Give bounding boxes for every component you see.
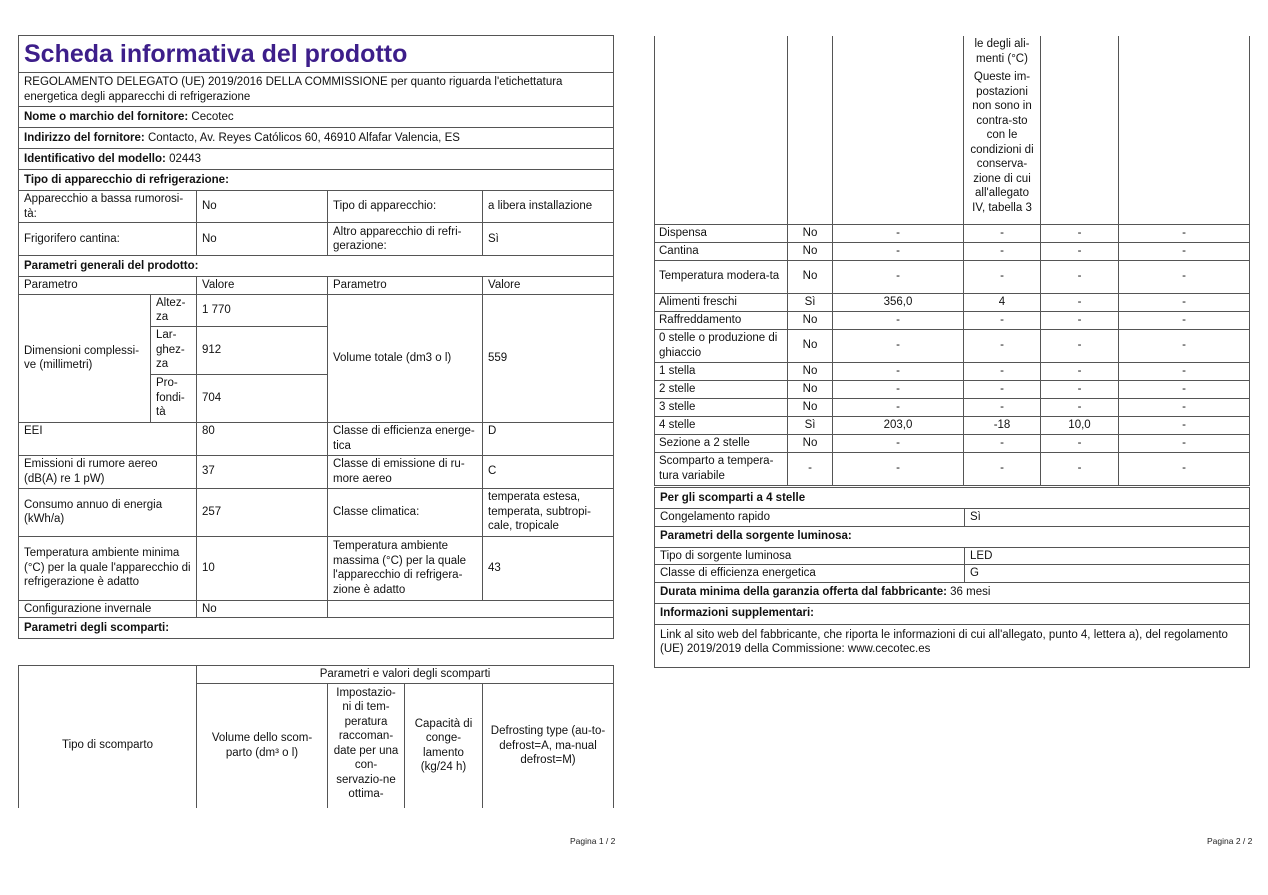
compartment-defrost: -	[1119, 260, 1250, 293]
compartment-present: No	[788, 260, 833, 293]
regulation-text: REGOLAMENTO DELEGATO (UE) 2019/2016 DELLA COMMISSIONE per quanto riguarda l'etichettatura energetica degli apparecchi di refrigerazione	[19, 73, 614, 107]
compartment-defrost: -	[1119, 242, 1250, 260]
energy-value: 257	[197, 488, 328, 536]
model-label: Identificativo del modello:	[24, 152, 166, 165]
table-row	[655, 362, 1250, 380]
compartment-defrost: -	[1119, 293, 1250, 311]
compartment-freeze: -	[1041, 434, 1119, 452]
compartment-defrost: -	[1119, 380, 1250, 398]
compartment-volume: -	[833, 452, 964, 485]
warranty-label: Durata minima della garanzia offerta dal fabbricante:	[660, 586, 947, 599]
compartment-volume: -	[833, 329, 964, 362]
compartment-temp: -	[964, 380, 1041, 398]
extra-table	[654, 487, 1250, 668]
compartment-name: Dispensa	[655, 224, 788, 242]
total-volume-label: Volume totale (dm3 o l)	[328, 294, 483, 422]
depth-label: Pro-fondi-tà	[151, 374, 197, 422]
eei-label: EEI	[19, 422, 197, 455]
compartment-present: -	[788, 452, 833, 485]
table-row	[655, 293, 1250, 311]
max-temp-value: 43	[483, 536, 614, 600]
compartment-table	[654, 36, 1250, 486]
compartment-temp: -	[964, 452, 1041, 485]
compartment-volume: -	[833, 434, 964, 452]
compartment-freeze: -	[1041, 260, 1119, 293]
fast-freeze-value: Sì	[965, 509, 1250, 527]
energy-label: Consumo annuo di energia (kWh/a)	[19, 488, 197, 536]
col-param-2: Parametro	[328, 277, 483, 295]
compartment-volume: 203,0	[833, 416, 964, 434]
comp-header-spacer	[19, 666, 197, 684]
climate-value: temperata estesa, temperata, subtropi-cale, tropicale	[483, 488, 614, 536]
width-value: 912	[197, 326, 328, 374]
comp-volume-col: Volume dello scom-parto (dm³ o l)	[197, 683, 328, 808]
noise-class-value: C	[483, 455, 614, 488]
compartment-freeze: -	[1041, 224, 1119, 242]
width-label: Lar-ghez-za	[151, 326, 197, 374]
noise-class-label: Classe di emissione di ru-more aereo	[328, 455, 483, 488]
compartment-freeze: -	[1041, 398, 1119, 416]
compartment-volume: -	[833, 311, 964, 329]
compartment-present: No	[788, 329, 833, 362]
noise-label: Emissioni di rumore aereo (dB(A) re 1 pW)	[19, 455, 197, 488]
cont-spacer-2	[788, 36, 833, 224]
compartment-temp: -	[964, 362, 1041, 380]
page-title: Scheda informativa del prodotto	[19, 36, 614, 73]
wine-value: No	[197, 223, 328, 256]
cont-spacer-5	[1041, 36, 1119, 224]
warranty-row	[655, 582, 1250, 603]
comp-values-header: Parametri e valori degli scomparti	[197, 666, 614, 684]
winter-empty	[328, 600, 614, 618]
supplier-address-label: Indirizzo del fornitore:	[24, 131, 145, 144]
product-sheet-table	[18, 35, 614, 639]
compartment-freeze: -	[1041, 293, 1119, 311]
type-header: Tipo di apparecchio di refrigerazione:	[19, 170, 614, 191]
climate-label: Classe climatica:	[328, 488, 483, 536]
other-label: Altro apparecchio di refri-gerazione:	[328, 223, 483, 256]
other-value: Sì	[483, 223, 614, 256]
compartment-name: 0 stelle o produzione di ghiaccio	[655, 329, 788, 362]
depth-value: 704	[197, 374, 328, 422]
compartment-rows	[655, 224, 1250, 485]
compartment-temp: -	[964, 260, 1041, 293]
settings-continued	[964, 36, 1041, 224]
compartment-present: No	[788, 434, 833, 452]
compartment-volume: -	[833, 362, 964, 380]
compartment-volume: -	[833, 398, 964, 416]
settings-cont-text: le degli ali-menti (°C)	[974, 38, 1030, 65]
wine-label: Frigorifero cantina:	[19, 223, 197, 256]
compartment-volume: -	[833, 242, 964, 260]
general-header: Parametri generali del prodotto:	[19, 256, 614, 277]
compartment-temp: -	[964, 224, 1041, 242]
comp-type-col: Tipo di scomparto	[19, 683, 197, 808]
supplier-name-label: Nome o marchio del fornitore:	[24, 110, 189, 123]
compartment-present: No	[788, 311, 833, 329]
table-row	[655, 260, 1250, 293]
compartment-defrost: -	[1119, 362, 1250, 380]
compartment-present: No	[788, 242, 833, 260]
light-type-value: LED	[965, 547, 1250, 565]
table-row	[655, 434, 1250, 452]
supplier-address: Contacto, Av. Reyes Católicos 60, 46910 Alfafar Valencia, ES	[147, 131, 460, 144]
page-2-footer: Pagina 2 / 2	[1207, 836, 1253, 846]
compartment-name: 1 stella	[655, 362, 788, 380]
extra-header: Informazioni supplementari:	[655, 603, 1250, 624]
compartment-name: Temperatura modera-ta	[655, 260, 788, 293]
min-temp-value: 10	[197, 536, 328, 600]
col-value-2: Valore	[483, 277, 614, 295]
table-row	[655, 380, 1250, 398]
compartment-present: Sì	[788, 416, 833, 434]
table-row	[655, 311, 1250, 329]
warranty-value: 36 mesi	[950, 586, 991, 599]
comp-freeze-col: Capacità di conge-lamento (kg/24 h)	[405, 683, 483, 808]
compartment-name: 3 stelle	[655, 398, 788, 416]
table-row	[655, 242, 1250, 260]
appliance-type-label: Tipo di apparecchio:	[328, 191, 483, 223]
table-row	[655, 224, 1250, 242]
compartment-freeze: -	[1041, 329, 1119, 362]
compartment-name: 4 stelle	[655, 416, 788, 434]
low-noise-value: No	[197, 191, 328, 223]
compartment-name: Scomparto a tempera-tura variabile	[655, 452, 788, 485]
col-param-1: Parametro	[19, 277, 197, 295]
compartment-present: Sì	[788, 293, 833, 311]
light-type-label: Tipo di sorgente luminosa	[655, 547, 965, 565]
compartment-defrost: -	[1119, 434, 1250, 452]
compartment-defrost: -	[1119, 398, 1250, 416]
eei-value: 80	[197, 422, 328, 455]
height-label: Altez-za	[151, 294, 197, 326]
model-id: 02443	[169, 152, 202, 165]
page-1-footer: Pagina 1 / 2	[570, 836, 616, 846]
compartment-present: No	[788, 398, 833, 416]
compartment-volume: -	[833, 260, 964, 293]
cont-spacer-3	[833, 36, 964, 224]
compartment-defrost: -	[1119, 452, 1250, 485]
noise-value: 37	[197, 455, 328, 488]
compartment-temp: -	[964, 434, 1041, 452]
compartment-temp: -	[964, 311, 1041, 329]
compartment-name: 2 stelle	[655, 380, 788, 398]
table-row	[655, 329, 1250, 362]
compartment-name: Cantina	[655, 242, 788, 260]
compartment-volume: 356,0	[833, 293, 964, 311]
table-row	[655, 416, 1250, 434]
compartment-freeze: -	[1041, 380, 1119, 398]
low-noise-label: Apparecchio a bassa rumorosi-tà:	[19, 191, 197, 223]
dimensions-label: Dimensioni complessi-ve (millimetri)	[19, 294, 151, 422]
winter-value: No	[197, 600, 328, 618]
cont-spacer-6	[1119, 36, 1250, 224]
efficiency-class-value: D	[483, 422, 614, 455]
max-temp-label: Temperatura ambiente massima (°C) per la quale l'apparecchio di refrigera-zione è adatto	[328, 536, 483, 600]
table-row	[655, 452, 1250, 485]
compartment-freeze: -	[1041, 311, 1119, 329]
compartment-present: No	[788, 224, 833, 242]
compartment-freeze: -	[1041, 452, 1119, 485]
compartment-defrost: -	[1119, 224, 1250, 242]
min-temp-label: Temperatura ambiente minima (°C) per la quale l'apparecchio di refrigerazione è adatto	[19, 536, 197, 600]
compartment-defrost: -	[1119, 311, 1250, 329]
compartment-defrost: -	[1119, 416, 1250, 434]
winter-label: Configurazione invernale	[19, 600, 197, 618]
compartment-name: Alimenti freschi	[655, 293, 788, 311]
table-row	[655, 398, 1250, 416]
total-volume-value: 559	[483, 294, 614, 422]
comp-settings-col: Impostazio-ni di tem-peratura raccoman-date per una con-servazio-ne ottima-	[328, 683, 405, 808]
cont-spacer-1	[655, 36, 788, 224]
page-2	[634, 0, 1268, 895]
compartment-freeze: 10,0	[1041, 416, 1119, 434]
compartment-header-table	[18, 665, 614, 808]
comp-defrost-col: Defrosting type (au-to-defrost=A, ma-nual defrost=M)	[483, 683, 614, 808]
compartment-volume: -	[833, 224, 964, 242]
efficiency-class-label: Classe di efficienza energe-tica	[328, 422, 483, 455]
compartment-temp: 4	[964, 293, 1041, 311]
light-header: Parametri della sorgente luminosa:	[655, 526, 1250, 547]
compartment-temp: -18	[964, 416, 1041, 434]
supplier-name: Cecotec	[191, 110, 234, 123]
compartment-temp: -	[964, 242, 1041, 260]
col-value-1: Valore	[197, 277, 328, 295]
compartment-temp: -	[964, 398, 1041, 416]
compartment-temp: -	[964, 329, 1041, 362]
compartment-header: Parametri degli scomparti:	[19, 618, 614, 639]
compartment-name: Sezione a 2 stelle	[655, 434, 788, 452]
supplier-address-row	[19, 128, 614, 149]
settings-note: Queste im-postazioni non sono in contra-sto con le condizioni di conserva-zione di cui all'allegato IV, tabella 3	[970, 71, 1034, 214]
compartment-freeze: -	[1041, 242, 1119, 260]
height-value: 1 770	[197, 294, 328, 326]
supplier-name-row	[19, 107, 614, 128]
extra-text: Link al sito web del fabbricante, che riporta le informazioni di cui all'allegato, punto 4, lettera a), del regolamento (UE) 2019/2019 della Commissione: www.cecotec.es	[655, 624, 1250, 667]
compartment-name: Raffreddamento	[655, 311, 788, 329]
compartment-freeze: -	[1041, 362, 1119, 380]
compartment-volume: -	[833, 380, 964, 398]
four-star-header: Per gli scomparti a 4 stelle	[655, 488, 1250, 509]
compartment-present: No	[788, 362, 833, 380]
light-class-value: G	[965, 565, 1250, 583]
compartment-present: No	[788, 380, 833, 398]
appliance-type-value: a libera installazione	[483, 191, 614, 223]
light-class-label: Classe di efficienza energetica	[655, 565, 965, 583]
fast-freeze-label: Congelamento rapido	[655, 509, 965, 527]
model-row	[19, 149, 614, 170]
compartment-defrost: -	[1119, 329, 1250, 362]
